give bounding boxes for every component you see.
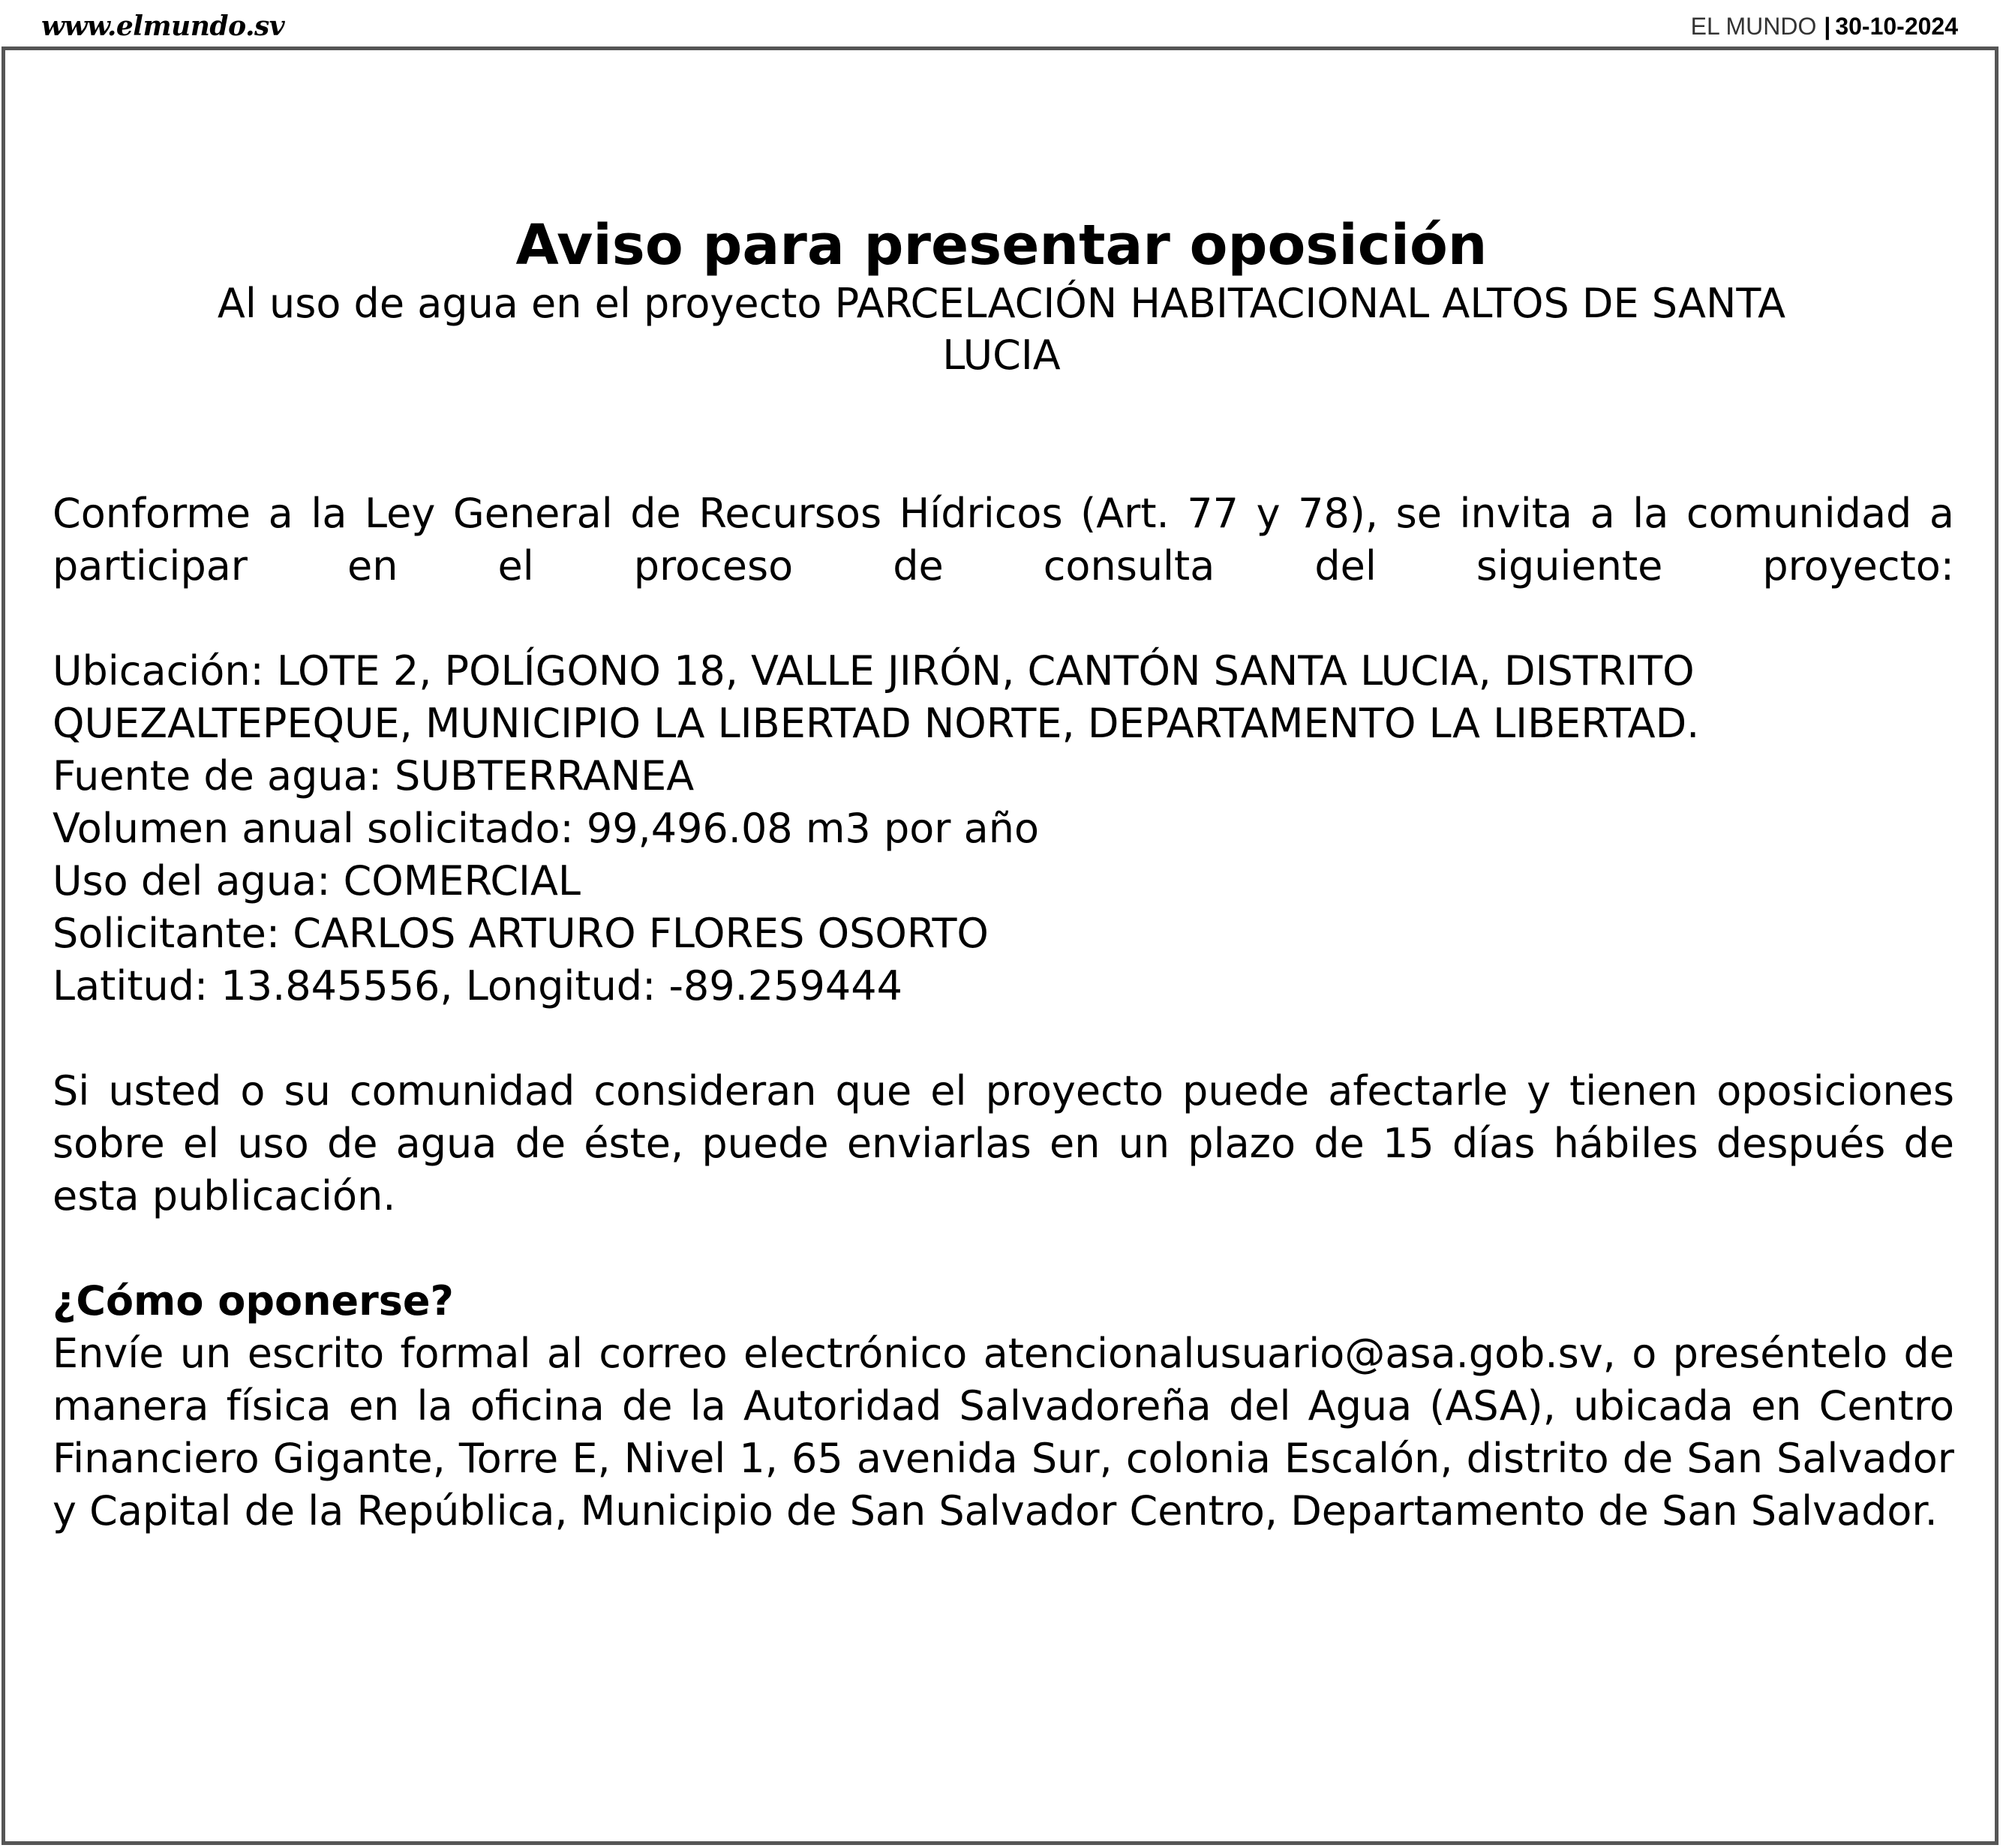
location-line: Ubicación: LOTE 2, POLÍGONO 18, VALLE JIRÓN, CANTÓN SANTA LUCIA, DISTRITO QUEZALTEPEQUE, MUNICIPIO LA LIBERTAD NORTE, DEPARTAMENTO LA LIBERTAD.: [53, 647, 1700, 747]
notice-subtitle: Al uso de agua en el proyecto PARCELACIÓN HABITACIONAL ALTOS DE SANTA LUCIA: [217, 280, 1786, 379]
intro-paragraph: Conforme a la Ley General de Recursos Hídricos (Art. 77 y 78), se invita a la comunidad a participar en el proceso de consulta del siguiente proyecto:: [53, 490, 1954, 590]
applicant-line: Solicitante: CARLOS ARTURO FLORES OSORTO: [53, 910, 989, 957]
publication-date: 30-10-2024: [1835, 13, 1958, 40]
spacer: [53, 592, 1954, 645]
masthead-separator: |: [1824, 13, 1831, 40]
notice-title: Aviso para presentar oposición: [515, 213, 1488, 278]
opposition-paragraph: Si usted o su comunidad consideran que el proyecto puede afectarle y tienen oposiciones sobre el uso de agua de éste, puede enviarlas en un plazo de 15 días hábiles después de esta publicación.: [53, 1067, 1954, 1220]
how-to-oppose-paragraph: Envíe un escrito formal al correo electrónico atencionalusuario@asa.gob.sv, o preséntelo de manera física en la oficina de la Autoridad Salvadoreña del Agua (ASA), ubicada en Centro Financiero Gigante, Torre E, Nivel 1, 65 avenida Sur, colonia Escalón, distrito de San Salvador y Capital de la República, Municipio de San Salvador Centro, Departamento de San Salvador.: [53, 1330, 1954, 1534]
spacer: [53, 1222, 1954, 1275]
annual-volume-line: Volumen anual solicitado: 99,496.08 m3 por año: [53, 805, 1039, 852]
spacer: [53, 1012, 1954, 1065]
masthead: [1691, 9, 1958, 44]
how-to-oppose-heading: ¿Cómo oponerse?: [53, 1277, 454, 1324]
publication-name: EL MUNDO: [1690, 13, 1817, 40]
site-url: www.elmundo.sv: [41, 10, 285, 42]
coordinates-line: Latitud: 13.845556, Longitud: -89.259444: [53, 962, 902, 1010]
notice-body: [53, 488, 1954, 1538]
water-use-line: Uso del agua: COMERCIAL: [53, 857, 581, 904]
water-source-line: Fuente de agua: SUBTERRANEA: [53, 752, 695, 800]
